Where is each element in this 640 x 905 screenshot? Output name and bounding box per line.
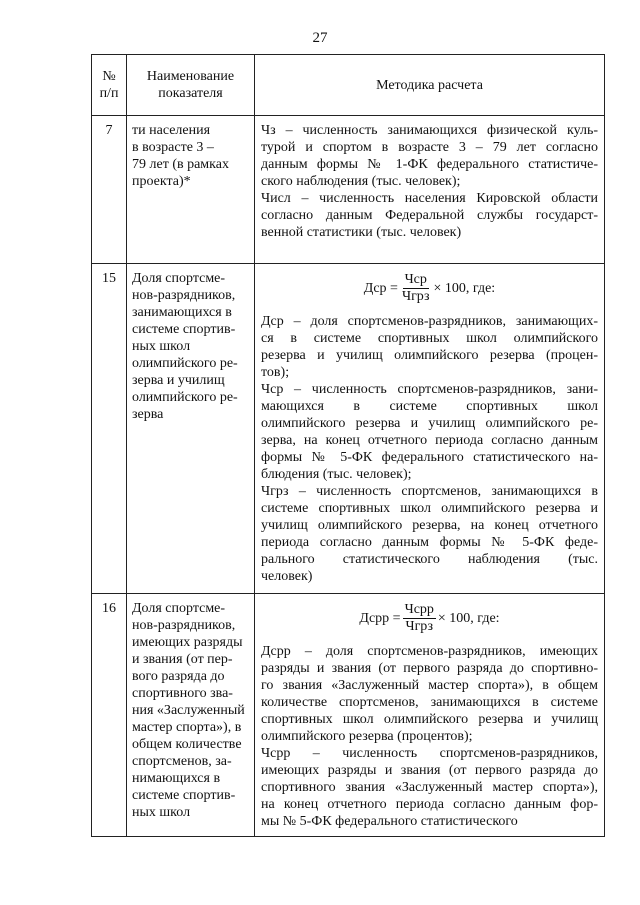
- formula-lhs: Дср =: [363, 281, 398, 296]
- method-line: имеющих разряды и звания (от первого разряда до: [261, 763, 598, 778]
- table-row: [92, 264, 605, 594]
- method-paragraph: [261, 643, 598, 745]
- formula-denominator: Чгрз: [401, 289, 430, 304]
- indicator-name-line: ти населения: [132, 123, 211, 138]
- formula-lhs: Дсрр =: [359, 611, 401, 626]
- method-line: Чср – численность спортсменов-разрядников, зани-: [261, 382, 598, 397]
- method-line: Чсрр – численность спортсменов-разрядников,: [261, 746, 598, 761]
- indicator-name-line: проекта)*: [132, 174, 191, 189]
- indicator-name-line: зерва: [132, 407, 164, 422]
- indicator-name-line: вого разряда до: [132, 669, 225, 684]
- method-line: количестве спортсменов, занимающихся в системе: [261, 695, 598, 710]
- indicator-name-line: нов-разрядников,: [132, 288, 236, 303]
- table-row: [92, 116, 605, 264]
- indicator-name-line: ния «Заслуженный: [132, 703, 245, 718]
- indicator-name: [127, 116, 255, 264]
- method-line: Числ – численность населения Кировской области: [261, 191, 598, 206]
- method-line: ского наблюдения (тыс. человек);: [261, 174, 461, 189]
- header-name-line: показателя: [158, 86, 223, 101]
- calculation-method: [255, 264, 605, 594]
- formula-rhs: × 100, где:: [433, 281, 496, 296]
- indicator-name-line: 79 лет (в рамках: [132, 157, 229, 172]
- method-paragraph: [261, 313, 598, 381]
- indicator-name-line: мастер спорта»), в: [132, 720, 242, 735]
- method-line: разряды и звания (от первого разряда до спортивно-: [261, 661, 598, 676]
- table-row: [92, 594, 605, 837]
- method-line: ся в системе спортивных школ олимпийского: [261, 331, 598, 346]
- indicator-name-line: спортивного зва-: [132, 686, 233, 701]
- header-num: [92, 55, 127, 116]
- method-line: Чгрз – численность спортсменов, занимающихся в: [261, 484, 598, 499]
- header-method: Методика расчета: [255, 55, 605, 116]
- method-line: мы № 5-ФК федерального статистического: [261, 814, 518, 829]
- method-line: венной статистики (тыс. человек): [261, 225, 462, 240]
- method-line: человек): [261, 569, 313, 584]
- indicator-name-line: Доля спортсме-: [132, 601, 226, 616]
- row-number: 16: [92, 594, 127, 837]
- indicator-name-line: зерва и училищ: [132, 373, 225, 388]
- method-line: системе спортивных школ олимпийского резерва и: [261, 501, 598, 516]
- indicator-name-line: олимпийского ре-: [132, 356, 238, 371]
- formula-numerator: Чсрр: [404, 602, 434, 617]
- formula-numerator: Чср: [404, 272, 427, 287]
- method-line: данным формы № 1-ФК федерального статистиче-: [261, 157, 598, 172]
- method-line: согласно данным Федеральной службы государст-: [261, 208, 598, 223]
- indicator-name: [127, 594, 255, 837]
- method-line: Чз – численность занимающихся физической куль-: [261, 123, 598, 138]
- indicator-name-line: ных школ: [132, 805, 191, 820]
- formula-denominator: Чгрз: [405, 619, 434, 634]
- formula: [261, 272, 598, 305]
- header-num-line: п/п: [99, 86, 119, 101]
- indicator-name-line: нимающихся в: [132, 771, 221, 786]
- formula-rhs: × 100, где:: [437, 611, 500, 626]
- indicator-name-line: и звания (от пер-: [132, 652, 233, 667]
- indicator-name-line: системе спортив-: [132, 788, 236, 803]
- method-line: блюдения (тыс. человек);: [261, 467, 412, 482]
- method-paragraph: [261, 122, 598, 190]
- formula-fraction: [403, 602, 436, 635]
- indicator-name-line: олимпийского ре-: [132, 390, 238, 405]
- method-line: рального статистического наблюдения (тыс.: [261, 552, 598, 567]
- method-line: тов);: [261, 365, 290, 380]
- method-line: олимпийского резерва (процентов);: [261, 729, 473, 744]
- indicator-name-line: спортсменов, за-: [132, 754, 232, 769]
- table-header-row: [92, 55, 605, 116]
- method-line: Дсрр – доля спортсменов-разрядников, имеющих: [261, 644, 598, 659]
- header-num-line: №: [102, 69, 116, 84]
- calculation-method: [255, 594, 605, 837]
- indicator-name-line: имеющих разряды: [132, 635, 243, 650]
- row-number: 15: [92, 264, 127, 594]
- header-name: [127, 55, 255, 116]
- indicator-name-line: системе спортив-: [132, 322, 236, 337]
- method-line: спортивных школ олимпийского резерва и училищ: [261, 712, 598, 727]
- method-paragraph: [261, 483, 598, 585]
- method-line: зерва, на конец отчетного периода согласно данным: [261, 433, 598, 448]
- method-line: го звания «Заслуженный мастер спорта»), в общем: [261, 678, 598, 693]
- indicator-name-line: в возрасте 3 –: [132, 140, 214, 155]
- method-line: училищ олимпийского резерва, на конец отчетного: [261, 518, 598, 533]
- page-number: 27: [312, 30, 328, 46]
- method-line: Дср – доля спортсменов-разрядников, занимающих-: [261, 314, 598, 329]
- method-line: периода согласно данным формы № 5-ФК феде-: [261, 535, 598, 550]
- method-line: резерва и училищ олимпийского резерва (процен-: [261, 348, 598, 363]
- formula: [261, 602, 598, 635]
- indicator-name-line: ных школ: [132, 339, 191, 354]
- header-name-line: Наименование: [146, 69, 235, 84]
- row-number: 7: [92, 116, 127, 264]
- method-line: олимпийского резерва и училищ олимпийского ре-: [261, 416, 598, 431]
- indicator-table: [91, 54, 605, 837]
- method-paragraph: [261, 190, 598, 241]
- indicator-name-line: Доля спортсме-: [132, 271, 226, 286]
- method-line: на конец отчетного периода согласно данным фор-: [261, 797, 598, 812]
- indicator-name-line: занимающихся в: [132, 305, 232, 320]
- calculation-method: [255, 116, 605, 264]
- method-paragraph: [261, 381, 598, 483]
- method-line: турой и спортом в возрасте 3 – 79 лет согласно: [261, 140, 598, 155]
- indicator-name-line: общем количестве: [132, 737, 242, 752]
- indicator-name-line: нов-разрядников,: [132, 618, 236, 633]
- method-line: формы № 5-ФК федерального статистического на-: [261, 450, 598, 465]
- method-line: спортивного звания «Заслуженный мастер спорта»),: [261, 780, 598, 795]
- indicator-name: [127, 264, 255, 594]
- formula-fraction: [400, 272, 432, 305]
- method-line: мающихся в системе спортивных школ: [261, 399, 598, 414]
- method-paragraph: [261, 745, 598, 830]
